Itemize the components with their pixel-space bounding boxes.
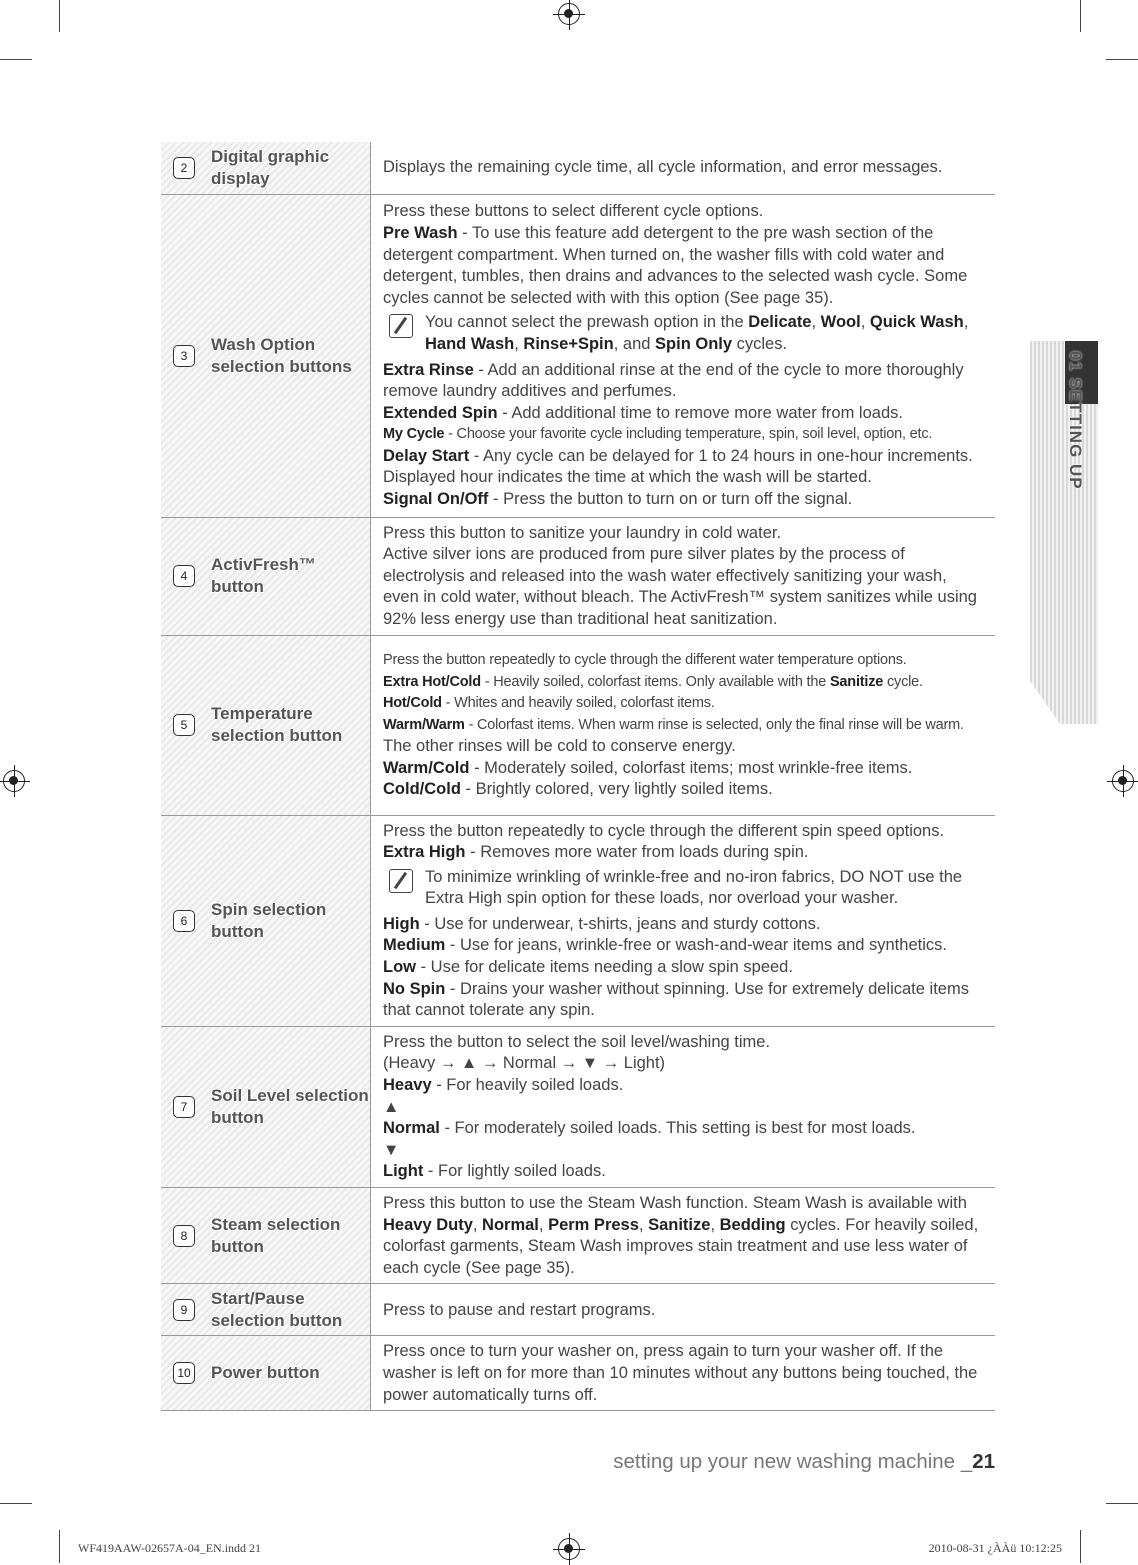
setting-name: Warm/Cold bbox=[383, 758, 470, 777]
registration-mark-icon bbox=[3, 770, 25, 792]
item-number-badge: 4 bbox=[173, 565, 195, 587]
description-line bbox=[383, 758, 985, 780]
control-label-cell bbox=[161, 1284, 371, 1336]
description-text: ▲ bbox=[383, 1097, 400, 1116]
description-line bbox=[383, 842, 985, 864]
setting-name: Sanitize bbox=[829, 673, 884, 690]
description-text: - Use for underwear, t-shirts, jeans and sturdy cottons. bbox=[419, 914, 821, 933]
control-name: Power button bbox=[211, 1363, 320, 1383]
description-text: Active silver ions are produced from pure silver plates by the process of electrolysis and released into the wash water effectively sanitizing your wash, even in cold water, without bleach. The ActivFresh™ system sanitizes while using 92% less energy use than traditional heat sanitization. bbox=[383, 545, 977, 628]
description-line bbox=[383, 1032, 985, 1054]
description-text: Press the button repeatedly to cycle through the different water temperature options. bbox=[383, 651, 907, 668]
setting-name: Sanitize bbox=[648, 1215, 711, 1234]
control-label bbox=[161, 554, 370, 598]
control-label bbox=[161, 1085, 370, 1129]
description-line bbox=[383, 157, 985, 179]
control-description bbox=[371, 815, 996, 1026]
description-line bbox=[383, 1097, 985, 1119]
footer-title-text: setting up your new washing machine _ bbox=[613, 1450, 973, 1473]
note bbox=[383, 312, 985, 355]
control-name: Steam selection button bbox=[211, 1214, 341, 1256]
description-line bbox=[383, 201, 985, 223]
control-label-cell bbox=[161, 815, 371, 1026]
control-name: Wash Option selection buttons bbox=[211, 334, 352, 376]
setting-name: Medium bbox=[383, 936, 446, 955]
description-line bbox=[383, 1075, 985, 1097]
description-line bbox=[383, 489, 985, 511]
description-text: - Drains your washer without spinning. Use for extremely delicate items that cannot tolerate any spin. bbox=[383, 979, 969, 1020]
description-text: , bbox=[472, 1215, 483, 1234]
description-text: , bbox=[860, 313, 870, 332]
setting-name: Delay Start bbox=[383, 446, 470, 465]
description-text: You cannot select the prewash option in the bbox=[425, 313, 749, 332]
description-line bbox=[383, 672, 985, 694]
control-label bbox=[161, 1288, 370, 1332]
note-text bbox=[425, 867, 985, 910]
description-text: Press these buttons to select different cycle options. bbox=[383, 202, 764, 221]
setting-name: Warm/Warm bbox=[383, 716, 465, 733]
description-line bbox=[383, 523, 985, 545]
item-number-badge: 6 bbox=[173, 910, 195, 932]
control-panel-table bbox=[161, 142, 995, 1411]
note-pencil-icon bbox=[389, 869, 413, 893]
table-row bbox=[161, 1336, 995, 1411]
description-text: - Add an additional rinse at the end of the cycle to more thoroughly remove laundry additives and perfumes. bbox=[383, 360, 964, 401]
control-name: Start/Pause selection button bbox=[211, 1288, 343, 1330]
crop-mark bbox=[0, 59, 32, 60]
print-slug-left: WF419AAW-02657A-04_EN.indd 21 bbox=[78, 1541, 262, 1555]
setting-name: Heavy bbox=[383, 1076, 432, 1095]
setting-name: Extra High bbox=[383, 843, 466, 862]
control-label-cell bbox=[161, 635, 371, 815]
setting-name: Extra Rinse bbox=[383, 360, 474, 379]
description-text: - Whites and heavily soiled, colorfast items. bbox=[441, 695, 715, 712]
description-text: Press the button repeatedly to cycle through the different spin speed options. bbox=[383, 821, 945, 840]
description-text: Press once to turn your washer on, press again to turn your washer off. If the washer is left on for more than 10 minutes without any buttons being touched, the power automatically turns off. bbox=[383, 1342, 978, 1404]
description-text: - Removes more water from loads during spin. bbox=[465, 843, 809, 862]
registration-mark-icon bbox=[1112, 770, 1134, 792]
item-number-badge: 8 bbox=[173, 1225, 195, 1247]
description-text: - For moderately soiled loads. This setting is best for most loads. bbox=[439, 1119, 916, 1138]
setting-name: Heavy Duty bbox=[383, 1215, 473, 1234]
setting-name: Rinse+Spin bbox=[523, 334, 614, 353]
control-name: Digital graphic display bbox=[211, 146, 330, 188]
description-text: cycle. bbox=[883, 673, 923, 690]
chapter-tab bbox=[1030, 341, 1098, 724]
control-label-cell bbox=[161, 142, 371, 194]
description-text: Press this button to sanitize your laundry in cold water. bbox=[383, 523, 782, 542]
control-label-cell bbox=[161, 1026, 371, 1187]
description-line bbox=[383, 1053, 985, 1075]
control-label-cell bbox=[161, 1336, 371, 1411]
description-text: - Heavily soiled, colorfast items. Only available with the bbox=[480, 673, 830, 690]
setting-name: Bedding bbox=[719, 1215, 786, 1234]
note bbox=[383, 867, 985, 910]
control-name: Spin selection button bbox=[211, 899, 327, 941]
description-text: Press to pause and restart programs. bbox=[383, 1300, 656, 1319]
description-text: - Add additional time to remove more water from loads. bbox=[497, 403, 903, 422]
table-row bbox=[161, 517, 995, 635]
setting-name: Wool bbox=[820, 313, 861, 332]
item-number-badge: 3 bbox=[173, 345, 195, 367]
description-text: - Use for jeans, wrinkle-free or wash-and-wear items and synthetics. bbox=[445, 936, 947, 955]
table-row bbox=[161, 194, 995, 517]
description-line bbox=[383, 1300, 985, 1322]
description-text: - Any cycle can be delayed for 1 to 24 hours in one-hour increments. Displayed hour indicates the time at which the wash will be started. bbox=[383, 446, 973, 487]
table-row bbox=[161, 142, 995, 194]
crop-mark bbox=[59, 1530, 60, 1563]
control-label-cell bbox=[161, 1188, 371, 1284]
crop-mark bbox=[1106, 1503, 1138, 1504]
item-number-badge: 7 bbox=[173, 1096, 195, 1118]
table-row bbox=[161, 1284, 995, 1336]
description-line bbox=[383, 403, 985, 425]
description-text: - Colorfast items. When warm rinse is selected, only the final rinse will be warm. bbox=[464, 716, 964, 733]
setting-name: Signal On/Off bbox=[383, 490, 489, 509]
registration-mark-icon bbox=[558, 1538, 580, 1560]
description-text: - Brightly colored, very lightly soiled items. bbox=[460, 780, 773, 799]
description-text: - To use this feature add detergent to the pre wash section of the detergent compartment. When turned on, the washer fills with cold water and detergent, tumbles, then drains and advances to the selected wash cycle. Some cycles cannot be selected with with this option (See page 35). bbox=[383, 223, 968, 307]
description-line bbox=[383, 1341, 985, 1406]
control-label bbox=[161, 334, 370, 378]
control-description bbox=[371, 517, 996, 635]
description-line bbox=[383, 979, 985, 1022]
description-text: , bbox=[963, 313, 969, 332]
control-label-cell bbox=[161, 194, 371, 517]
description-text: , bbox=[638, 1215, 649, 1234]
setting-name: Spin Only bbox=[655, 334, 733, 353]
note-text bbox=[425, 312, 985, 355]
control-label bbox=[161, 1362, 370, 1384]
description-line bbox=[383, 650, 985, 672]
setting-name: Light bbox=[383, 1162, 424, 1181]
description-text: (Heavy → ▲ → Normal → ▼ → Light) bbox=[383, 1054, 666, 1073]
description-line bbox=[383, 1193, 985, 1279]
control-description bbox=[371, 1188, 996, 1284]
description-text: , bbox=[811, 313, 821, 332]
control-name: ActivFresh™ button bbox=[211, 555, 316, 596]
description-text: Press this button to use the Steam Wash function. Steam Wash is available with bbox=[383, 1194, 967, 1212]
description-text: - Choose your favorite cycle including temperature, spin, soil level, option, etc. bbox=[444, 426, 933, 443]
description-line bbox=[383, 779, 985, 801]
description-text: - For heavily soiled loads. bbox=[431, 1076, 624, 1095]
description-line bbox=[383, 736, 985, 758]
control-label bbox=[161, 703, 370, 747]
crop-mark bbox=[59, 0, 60, 32]
description-line bbox=[383, 544, 985, 630]
control-label bbox=[161, 1214, 370, 1258]
control-label-cell bbox=[161, 517, 371, 635]
description-line bbox=[383, 821, 985, 843]
control-description bbox=[371, 1284, 996, 1336]
registration-mark-icon bbox=[558, 3, 580, 25]
description-text: Press the button to select the soil level/washing time. bbox=[383, 1032, 771, 1051]
page-number: 21 bbox=[972, 1450, 995, 1473]
setting-name: Hot/Cold bbox=[383, 695, 442, 712]
description-text: The other rinses will be cold to conserve energy. bbox=[383, 737, 736, 756]
description-text: ▼ bbox=[383, 1140, 400, 1159]
description-line bbox=[383, 424, 985, 446]
table-row bbox=[161, 1188, 995, 1284]
print-slug-right: 2010-08-31 ¿ÀÀü 10:12:25 bbox=[928, 1541, 1062, 1555]
setting-name: High bbox=[383, 914, 420, 933]
control-name: Temperature selection button bbox=[211, 704, 343, 745]
setting-name: My Cycle bbox=[383, 426, 445, 443]
description-line bbox=[383, 1161, 985, 1183]
setting-name: Normal bbox=[482, 1215, 539, 1234]
description-line bbox=[383, 1118, 985, 1140]
description-text: Displays the remaining cycle time, all cycle information, and error messages. bbox=[383, 158, 943, 177]
item-number-badge: 5 bbox=[173, 714, 195, 736]
description-text: - Use for delicate items needing a slow spin speed. bbox=[416, 958, 793, 977]
description-text: , and bbox=[613, 334, 656, 353]
crop-mark bbox=[1080, 1530, 1081, 1563]
description-text: , bbox=[538, 1215, 549, 1234]
description-text: , bbox=[514, 334, 524, 353]
control-label bbox=[161, 146, 370, 190]
setting-name: No Spin bbox=[383, 979, 446, 998]
description-line bbox=[383, 935, 985, 957]
description-text: - Moderately soiled, colorfast items; most wrinkle-free items. bbox=[469, 758, 913, 777]
description-line bbox=[383, 446, 985, 489]
table-row bbox=[161, 815, 995, 1026]
description-line bbox=[383, 957, 985, 979]
setting-name: Extra Hot/Cold bbox=[383, 673, 481, 690]
description-text: - For lightly soiled loads. bbox=[423, 1162, 606, 1181]
description-text: , bbox=[710, 1215, 720, 1234]
description-text: To minimize wrinkling of wrinkle-free and no-iron fabrics, DO NOT use the Extra High spin option for these loads, nor overload your washer. bbox=[425, 867, 963, 908]
control-description bbox=[371, 194, 996, 517]
crop-mark bbox=[1080, 0, 1081, 32]
item-number-badge: 2 bbox=[173, 157, 195, 179]
setting-name: Cold/Cold bbox=[383, 780, 461, 799]
description-text: cycles. bbox=[732, 334, 788, 353]
description-line bbox=[383, 360, 985, 403]
setting-name: Pre Wash bbox=[383, 223, 458, 242]
control-description bbox=[371, 1026, 996, 1187]
setting-name: Quick Wash bbox=[869, 313, 964, 332]
chapter-tab-label: 01 SETTING UP bbox=[1066, 351, 1085, 490]
crop-mark bbox=[0, 1503, 32, 1504]
description-line bbox=[383, 693, 985, 715]
description-text: cycles. For heavily soiled, colorfast garments, Steam Wash improves stain treatment and use less water of each cycle (See page 35). bbox=[383, 1215, 979, 1277]
table-row bbox=[161, 635, 995, 815]
note-pencil-icon bbox=[389, 314, 413, 338]
description-line bbox=[383, 715, 985, 737]
description-line bbox=[383, 1140, 985, 1162]
setting-name: Normal bbox=[383, 1119, 440, 1138]
setting-name: Delicate bbox=[748, 313, 812, 332]
control-description bbox=[371, 142, 996, 194]
setting-name: Low bbox=[383, 958, 416, 977]
control-description bbox=[371, 635, 996, 815]
control-label bbox=[161, 899, 370, 943]
page-footer-title bbox=[613, 1450, 995, 1474]
description-line bbox=[383, 223, 985, 309]
description-text: - Press the button to turn on or turn off the signal. bbox=[488, 490, 853, 509]
description-line bbox=[383, 914, 985, 936]
control-name: Soil Level selection button bbox=[211, 1085, 369, 1127]
setting-name: Hand Wash bbox=[425, 334, 515, 353]
crop-mark bbox=[1106, 59, 1138, 60]
setting-name: Perm Press bbox=[548, 1215, 639, 1234]
table-row bbox=[161, 1026, 995, 1187]
control-description bbox=[371, 1336, 996, 1411]
item-number-badge: 10 bbox=[173, 1362, 195, 1384]
setting-name: Extended Spin bbox=[383, 403, 498, 422]
item-number-badge: 9 bbox=[173, 1299, 195, 1321]
